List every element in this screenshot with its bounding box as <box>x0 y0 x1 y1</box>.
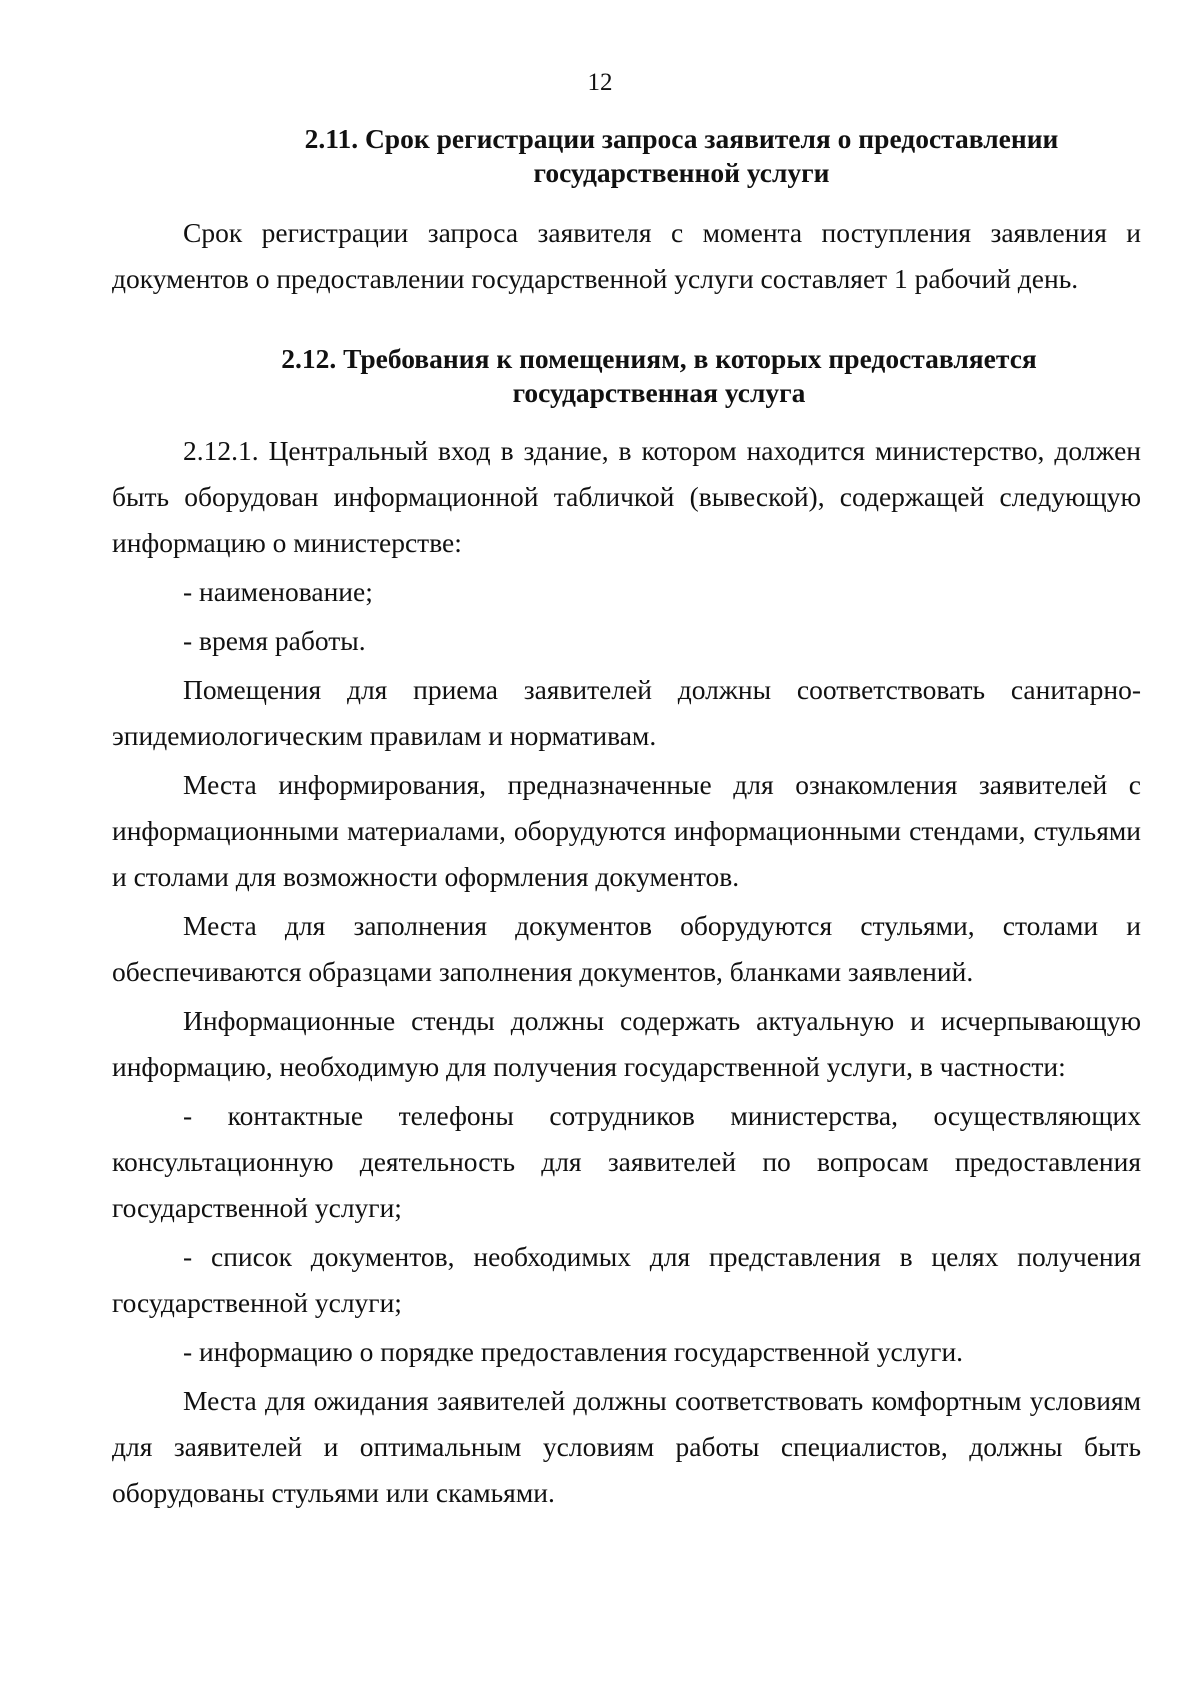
paragraph-information-places: Места информирования, предназначенные для ознакомления заявителей с информационными материалами, оборудуются информационными стендами, стульями и столами для возможности оформления документов. <box>112 769 1141 892</box>
paragraph-waiting-places: Места для ожидания заявителей должны соответствовать комфортным условиям для заявителей и оптимальным условиям работы специалистов, должны быть оборудованы стульями или скамьями. <box>112 1385 1141 1508</box>
page-number: 12 <box>587 69 613 96</box>
list-item-contact-phones: - контактные телефоны сотрудников министерства, осуществляющих консультационную деятельность для заявителей по вопросам предоставления государственной услуги; <box>112 1100 1141 1223</box>
document-body <box>112 122 1141 1516</box>
section-2-11-heading <box>112 122 1141 190</box>
paragraph-information-stands: Информационные стенды должны содержать актуальную и исчерпывающую информацию, необходимую для получения государственной услуги, в частности: <box>112 1005 1141 1082</box>
paragraph-2-12-1: 2.12.1. Центральный вход в здание, в котором находится министерство, должен быть оборудован информационной табличкой (вывеской), содержащей следующую информацию о министерстве: <box>112 435 1141 558</box>
paragraph-premises: Помещения для приема заявителей должны соответствовать санитарно-эпидемиологическим правилам и нормативам. <box>112 674 1141 751</box>
paragraph-filling-places: Места для заполнения документов оборудуются стульями, столами и обеспечиваются образцами заполнения документов, бланками заявлений. <box>112 910 1141 987</box>
list-item-procedure-info: - информацию о порядке предоставления государственной услуги. <box>183 1336 964 1367</box>
section-2-11-heading-line1: 2.11. Срок регистрации запроса заявителя о предоставлении <box>304 123 1059 154</box>
section-2-12-heading-line2: государственная услуга <box>512 377 806 408</box>
list-item-name: - наименование; <box>183 576 373 607</box>
section-2-11-heading-line2: государственной услуги <box>533 157 830 188</box>
section-2-12-heading <box>112 342 1141 410</box>
section-2-12-heading-line1: 2.12. Требования к помещениям, в которых предоставляется <box>281 343 1037 374</box>
list-item-documents-list: - список документов, необходимых для представления в целях получения государственной услуги; <box>112 1241 1141 1318</box>
list-item-working-hours: - время работы. <box>183 625 366 656</box>
section-2-11-paragraph: Срок регистрации запроса заявителя с момента поступления заявления и документов о предоставлении государственной услуги составляет 1 рабочий день. <box>112 217 1141 294</box>
